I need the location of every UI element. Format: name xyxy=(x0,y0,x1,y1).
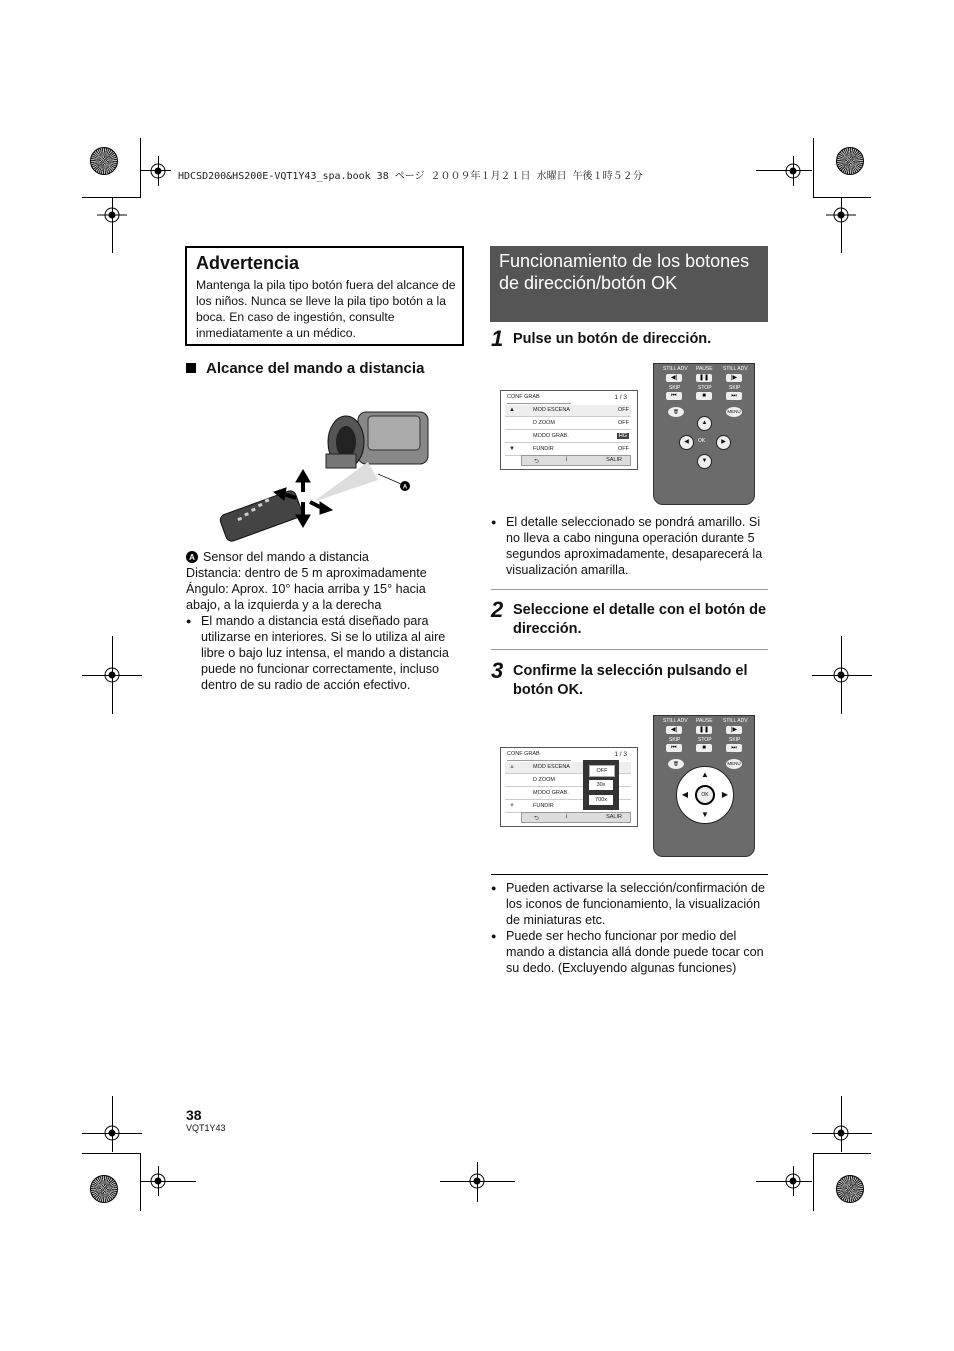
final-note: ● Pueden activarse la selección/confirmación de los iconos de funcionamiento, la visualización de miniaturas etc. xyxy=(491,880,768,928)
left-arrow-icon: ◀ xyxy=(681,790,689,799)
crosshair-icon xyxy=(826,1118,856,1148)
lcd-row-value: OFF xyxy=(618,407,629,413)
lcd-menu-screen-popup xyxy=(500,747,638,827)
skip-label: SKIP xyxy=(729,385,741,391)
warning-text: Mantenga la pila tipo botón fuera del alcance de los niños. Nunca se lleve la pila tipo botón a la boca. En caso de ingestión, consulte inmediatamente a un médico. xyxy=(196,278,456,340)
still-adv-forward-icon: |▶ xyxy=(726,726,742,734)
lcd-row-label: FUNDIR xyxy=(533,803,554,809)
step1-note-text: ● El detalle seleccionado se pondrá amarillo. Si no lleva a cabo ninguna operación durante 5 segundos aproximadamente, desaparecerá la visualización amarilla. xyxy=(491,514,768,578)
down-arrow-icon: ▼ xyxy=(701,810,709,819)
skip-label: SKIP xyxy=(669,737,681,743)
lcd-exit-label: SALIR xyxy=(606,457,622,463)
lcd-row-value: OFF xyxy=(618,446,629,452)
menu-button-label: MENU xyxy=(726,407,742,417)
lcd-menu-screen xyxy=(500,390,638,470)
stop-icon: ■ xyxy=(696,744,712,752)
lcd-bottom-bar xyxy=(521,455,631,466)
skip-back-icon: ⏮ xyxy=(666,744,682,752)
indoor-note: ● El mando a distancia está diseñado para utilizarse en interiores. Si se lo utiliza al aire libre o bajo luz intensa, el mando a distancia puede no funcionar correctamente, incluso dentro de su radio de acción efectivo. xyxy=(186,613,456,693)
pause-label: PAUSE xyxy=(696,366,713,372)
warning-box xyxy=(185,246,464,346)
distance-text: Distancia: dentro de 5 m aproximadamente xyxy=(186,566,427,580)
pause-icon: ❚❚ xyxy=(696,726,712,734)
step-text: Seleccione el detalle con el botón de dirección. xyxy=(513,602,767,637)
remote-control-diagram-ok xyxy=(653,715,755,857)
still-adv-back-icon: ◀| xyxy=(666,374,682,382)
step-text: Pulse un botón de dirección. xyxy=(513,331,712,347)
lcd-row-value: OFF xyxy=(618,420,629,426)
skip-forward-icon: ⏭ xyxy=(726,744,742,752)
crosshair-icon xyxy=(778,156,808,186)
lcd-popup xyxy=(583,760,619,810)
crosshair-icon xyxy=(143,1166,173,1196)
still-adv-label: STILL ADV xyxy=(663,718,688,724)
crosshair-icon xyxy=(97,200,127,230)
page-number: 38 xyxy=(186,1107,202,1123)
final-note: ● Puede ser hecho funcionar por medio del mando a distancia allá donde puede tocar con su dedo. (Excluyendo algunas funciones) xyxy=(491,928,768,976)
lcd-row-label: D ZOOM xyxy=(533,777,555,783)
lcd-title: CONF GRAB xyxy=(507,394,540,400)
return-icon: ⮌ xyxy=(534,459,539,465)
lcd-title: CONF GRAB xyxy=(507,751,540,757)
down-arrow-icon: ▼ xyxy=(697,454,712,469)
dpad xyxy=(676,766,734,824)
right-arrow-icon: ▶ xyxy=(716,435,731,450)
still-adv-label: STILL ADV xyxy=(663,366,688,372)
lcd-row-value: HG xyxy=(618,433,627,439)
section-title: Funcionamiento de los botones de dirección/botón OK xyxy=(490,246,768,322)
stop-icon: ■ xyxy=(696,392,712,400)
lcd-row-label: MOD ESCENA xyxy=(533,764,570,770)
scroll-down-icon: ▼ xyxy=(509,446,515,452)
remote-range-heading-text: Alcance del mando a distancia xyxy=(206,360,425,377)
stop-label: STOP xyxy=(698,385,712,391)
lcd-page: 1 / 3 xyxy=(614,751,627,758)
step-text: Confirme la selección pulsando el botón OK. xyxy=(513,663,748,698)
lcd-bottom-bar xyxy=(521,812,631,823)
crosshair-icon xyxy=(826,200,856,230)
pause-label: PAUSE xyxy=(696,718,713,724)
step-number: 1 xyxy=(491,326,504,351)
step-number: 3 xyxy=(491,658,504,683)
right-arrow-icon: ▶ xyxy=(721,790,729,799)
delete-icon: 🗑 xyxy=(668,759,684,769)
square-bullet-icon xyxy=(186,363,196,373)
crosshair-icon xyxy=(97,1118,127,1148)
crosshair-icon xyxy=(143,156,173,186)
up-arrow-icon: ▲ xyxy=(701,770,709,779)
svg-text:A: A xyxy=(189,553,195,562)
crosshair-icon xyxy=(778,1166,808,1196)
remote-range-heading xyxy=(186,360,424,377)
crosshair-icon xyxy=(826,660,856,690)
stop-label: STOP xyxy=(698,737,712,743)
skip-label: SKIP xyxy=(669,385,681,391)
print-info-header: HDCSD200&HS200E-VQT1Y43_spa.book 38 ページ ２００９年１月２１日 水曜日 午後１時５２分 xyxy=(178,171,643,182)
remote-range-notes xyxy=(186,549,456,693)
remote-range-illustration xyxy=(218,402,438,542)
registration-rosette-icon xyxy=(836,147,864,175)
still-adv-label: STILL ADV xyxy=(723,366,748,372)
skip-forward-icon: ⏭ xyxy=(726,392,742,400)
lcd-row-label: D ZOOM xyxy=(533,420,555,426)
lcd-row-label: MODO GRAB. xyxy=(533,790,569,796)
document-code: VQT1Y43 xyxy=(186,1123,226,1133)
scroll-up-icon: ▲ xyxy=(509,407,515,413)
scroll-down-icon: ▼ xyxy=(509,803,515,809)
warning-title: Advertencia xyxy=(196,253,300,273)
ok-label: OK xyxy=(698,438,706,444)
marker-a-icon xyxy=(186,551,198,563)
still-adv-label: STILL ADV xyxy=(723,718,748,724)
scroll-up-icon: ▲ xyxy=(509,764,515,770)
registration-rosette-icon xyxy=(836,1175,864,1203)
crosshair-icon xyxy=(462,1166,492,1196)
lcd-row-label: MOD ESCENA xyxy=(533,407,570,413)
step-number: 2 xyxy=(491,597,504,622)
skip-label: SKIP xyxy=(729,737,741,743)
lcd-page: 1 / 3 xyxy=(614,394,627,401)
popup-option: 30x xyxy=(589,780,613,790)
lcd-row-label: MODO GRAB. xyxy=(533,433,569,439)
popup-option: 700x xyxy=(589,795,613,805)
sensor-label: Sensor del mando a distancia xyxy=(203,550,369,564)
registration-rosette-icon xyxy=(90,1175,118,1203)
info-icon: i xyxy=(566,457,568,463)
skip-back-icon: ⏮ xyxy=(666,392,682,400)
menu-button-label: MENU xyxy=(726,759,742,769)
popup-option: OFF xyxy=(589,765,615,777)
still-adv-forward-icon: |▶ xyxy=(726,374,742,382)
up-arrow-icon: ▲ xyxy=(697,416,712,431)
still-adv-back-icon: ◀| xyxy=(666,726,682,734)
remote-control-diagram xyxy=(653,363,755,505)
ok-button-highlighted: OK xyxy=(695,785,715,805)
delete-icon: 🗑 xyxy=(668,407,684,417)
step1-note xyxy=(491,514,768,578)
sensor-caption xyxy=(186,549,456,565)
lcd-row-label: FUNDIR xyxy=(533,446,554,452)
marker-a-label: A xyxy=(402,484,408,491)
info-icon: i xyxy=(566,814,568,820)
return-icon: ⮌ xyxy=(534,816,539,822)
registration-rosette-icon xyxy=(90,147,118,175)
left-arrow-icon: ◀ xyxy=(679,435,694,450)
pause-icon: ❚❚ xyxy=(696,374,712,382)
lcd-exit-label: SALIR xyxy=(606,814,622,820)
crosshair-icon xyxy=(97,660,127,690)
angle-text: Ángulo: Aprox. 10° hacia arriba y 15° hacia abajo, a la izquierda y a la derecha xyxy=(186,582,426,612)
final-notes xyxy=(491,880,768,976)
